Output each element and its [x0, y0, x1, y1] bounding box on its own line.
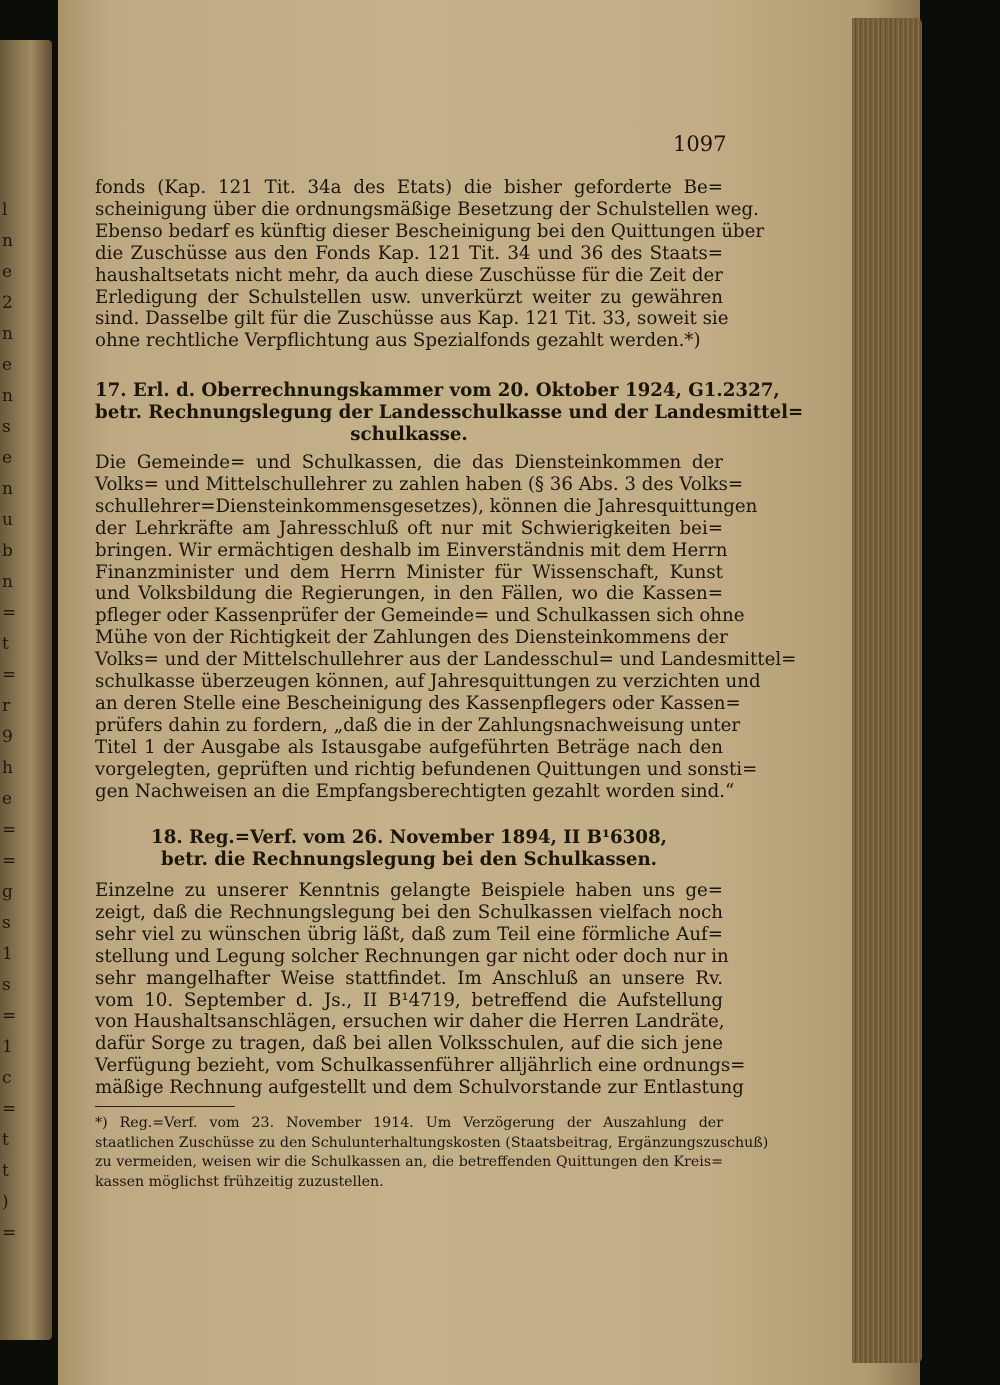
left-page-fragment: t: [2, 634, 9, 654]
text-line: haushaltsetats nicht mehr, da auch diese Zuschüsse für die Zeit der: [95, 264, 723, 286]
text-line: Erledigung der Schulstellen usw. unverkürzt weiter zu gewähren: [95, 286, 723, 308]
left-page-fragment: h: [2, 758, 13, 778]
section-18-body: [95, 880, 746, 1099]
text-line: Mühe von der Richtigkeit der Zahlungen des Diensteinkommens der: [95, 627, 728, 649]
text-line: zeigt, daß die Rechnungslegung bei den Schulkassen vielfach noch: [95, 901, 723, 923]
text-line: Finanzminister und dem Herrn Minister für Wissenschaft, Kunst: [95, 561, 723, 583]
text-line: mäßige Rechnung aufgestellt und dem Schulvorstande zur Entlastung: [95, 1077, 744, 1099]
text-line: ohne rechtliche Verpflichtung aus Spezialfonds gezahlt werden.*): [95, 330, 701, 352]
text-line: schulkasse überzeugen können, auf Jahresquittungen zu verzichten und: [95, 671, 761, 693]
heading-line: betr. Rechnungslegung der Landesschulkasse und der Landesmittel=: [95, 402, 804, 423]
left-page-fragment: =: [2, 1099, 17, 1119]
text-line: von Haushaltsanschlägen, ersuchen wir daher die Herren Landräte,: [95, 1011, 725, 1033]
left-page-fragment: b: [2, 541, 13, 561]
left-page-fragment: u: [2, 510, 13, 530]
left-page-fragment: =: [2, 1006, 17, 1026]
left-page-fragment: t: [2, 1161, 9, 1181]
left-page-fragment: =: [2, 603, 17, 623]
left-page-fragment: =: [2, 1223, 17, 1243]
text-line: vorgelegten, geprüften und richtig befundenen Quittungen und sonsti=: [95, 758, 758, 780]
left-page-fragment: t: [2, 1130, 9, 1150]
left-page-edge: [0, 40, 52, 1340]
text-line: der Lehrkräfte am Jahresschluß oft nur mit Schwierigkeiten bei=: [95, 517, 723, 539]
intro-paragraph: [95, 177, 765, 352]
text-line: sehr viel zu wünschen übrig läßt, daß zum Teil eine förmliche Auf=: [95, 923, 723, 945]
left-page-fragment: 1: [2, 1037, 13, 1057]
left-page-fragment: =: [2, 665, 17, 685]
left-page-fragment: s: [2, 417, 11, 437]
text-line: die Zuschüsse aus den Fonds Kap. 121 Tit. 34 und 36 des Staats=: [95, 242, 723, 264]
heading-line: betr. die Rechnungslegung bei den Schulkassen.: [160, 849, 658, 870]
text-line: prüfers dahin zu fordern, „daß die in der Zahlungsnachweisung unter: [95, 714, 741, 736]
left-page-fragment: 9: [2, 727, 13, 747]
text-line: sehr mangelhafter Weise stattfindet. Im Anschluß an unsere Rv.: [95, 967, 723, 989]
left-page-fragment: n: [2, 572, 13, 592]
text-line: zu vermeiden, weisen wir die Schulkassen an, die betreffenden Quittungen den Kreis=: [95, 1154, 723, 1170]
left-page-fragments: [0, 40, 40, 1340]
text-line: kassen möglichst frühzeitig zuzustellen.: [95, 1173, 384, 1190]
left-page-fragment: e: [2, 789, 13, 809]
left-page-fragment: e: [2, 355, 13, 375]
left-page-fragment: e: [2, 448, 13, 468]
heading-line: 18. Reg.=Verf. vom 26. November 1894, II B¹6308,: [151, 827, 667, 848]
left-page-fragment: s: [2, 975, 11, 995]
text-line: Ebenso bedarf es künftig dieser Bescheinigung bei den Quittungen über: [95, 220, 765, 242]
left-page-fragment: n: [2, 386, 13, 406]
left-page-fragment: e: [2, 262, 13, 282]
text-line: vom 10. September d. Js., II B¹4719, betreffend die Aufstellung: [95, 989, 723, 1011]
page-stack-edge: [852, 18, 922, 1363]
text-line: Volks= und Mittelschullehrer zu zahlen haben (§ 36 Abs. 3 des Volks=: [95, 473, 744, 495]
text-line: bringen. Wir ermächtigen deshalb im Einverständnis mit dem Herrn: [95, 539, 728, 561]
left-page-fragment: 2: [2, 293, 13, 313]
text-line: Volks= und der Mittelschullehrer aus der Landesschul= und Landesmittel=: [95, 649, 797, 671]
text-line: sind. Dasselbe gilt für die Zuschüsse aus Kap. 121 Tit. 33, soweit sie: [95, 308, 729, 330]
text-line: schullehrer=Diensteinkommensgesetzes), können die Jahresquittungen: [95, 495, 758, 517]
section-17-body: [95, 452, 797, 803]
text-line: Titel 1 der Ausgabe als Istausgabe aufgeführten Beträge nach den: [95, 736, 723, 758]
text-line: pfleger oder Kassenprüfer der Gemeinde= und Schulkassen sich ohne: [95, 605, 745, 627]
footnote: [95, 1114, 769, 1192]
left-page-fragment: r: [2, 696, 11, 716]
text-line: stellung und Legung solcher Rechnungen gar nicht oder doch nur in: [95, 945, 729, 967]
left-page-fragment: n: [2, 231, 13, 251]
text-line: staatlichen Zuschüsse zu den Schulunterhaltungskosten (Staatsbeitrag, Ergänzungszuschuß): [95, 1134, 769, 1151]
text-line: Verfügung bezieht, vom Schulkassenführer alljährlich eine ordnungs=: [95, 1055, 746, 1077]
left-page-fragment: c: [2, 1068, 12, 1088]
text-line: dafür Sorge zu tragen, daß bei allen Volksschulen, auf die sich jene: [95, 1033, 723, 1055]
left-page-fragment: g: [2, 882, 13, 902]
left-page-fragment: n: [2, 324, 13, 344]
text-line: Einzelne zu unserer Kenntnis gelangte Beispiele haben uns ge=: [95, 880, 723, 901]
left-page-fragment: ): [2, 1192, 9, 1212]
section-17-heading: [95, 380, 804, 446]
left-page-fragment: n: [2, 479, 13, 499]
text-line: *) Reg.=Verf. vom 23. November 1914. Um Verzögerung der Auszahlung der: [95, 1115, 723, 1131]
heading-line: schulkasse.: [350, 424, 468, 445]
left-page-fragment: s: [2, 913, 11, 933]
text-line: und Volksbildung die Regierungen, in den Fällen, wo die Kassen=: [95, 583, 723, 605]
left-page-fragment: =: [2, 851, 17, 871]
heading-line: 17. Erl. d. Oberrechnungskammer vom 20. Oktober 1924, G1.2327,: [95, 380, 780, 401]
left-page-fragment: =: [2, 820, 17, 840]
text-line: fonds (Kap. 121 Tit. 34a des Etats) die bisher geforderte Be=: [95, 177, 723, 198]
footnote-rule: [95, 1106, 235, 1107]
text-line: an deren Stelle eine Bescheinigung des Kassenpflegers oder Kassen=: [95, 692, 741, 714]
left-page-fragment: l: [2, 200, 8, 220]
left-page-fragment: 1: [2, 944, 13, 964]
text-line: scheinigung über die ordnungsmäßige Besetzung der Schulstellen weg.: [95, 198, 759, 220]
section-18-heading: [95, 827, 723, 871]
text-line: Die Gemeinde= und Schulkassen, die das Diensteinkommen der: [95, 452, 723, 473]
page-number: 1097: [673, 132, 727, 156]
text-line: gen Nachweisen an die Empfangsberechtigten gezahlt worden sind.“: [95, 780, 735, 802]
